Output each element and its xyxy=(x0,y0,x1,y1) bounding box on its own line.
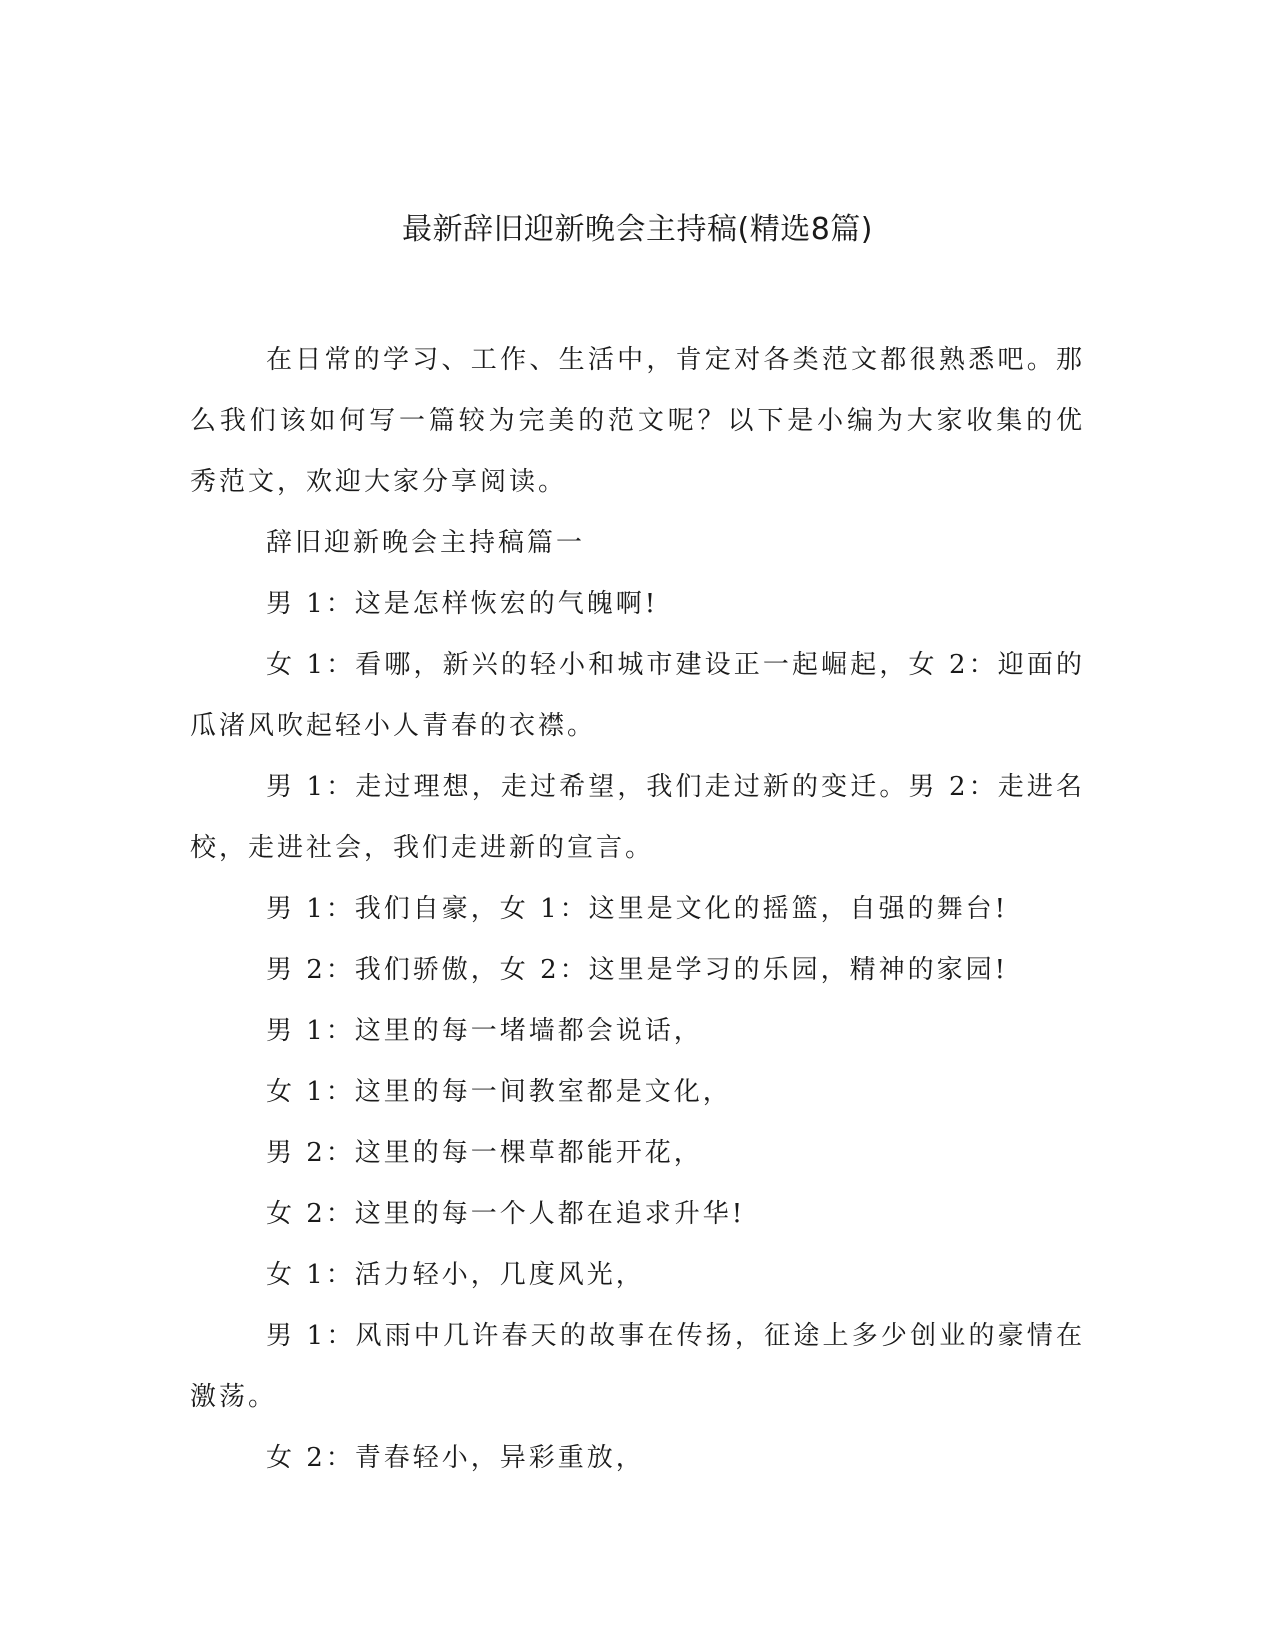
paragraph-intro: 在日常的学习、工作、生活中，肯定对各类范文都很熟悉吧。那么我们该如何写一篇较为完美的范文呢？以下是小编为大家收集的优秀范文，欢迎大家分享阅读。 xyxy=(190,345,1085,497)
paragraph: 女 2：青春轻小，异彩重放， xyxy=(266,1443,645,1473)
document-body xyxy=(190,330,1085,1489)
paragraph: 女 1：这里的每一间教室都是文化， xyxy=(266,1077,732,1107)
paragraph: 男 2：这里的每一棵草都能开花， xyxy=(266,1138,703,1168)
paragraph: 女 1：活力轻小，几度风光， xyxy=(266,1260,645,1290)
document-title: 最新辞旧迎新晚会主持稿(精选8篇) xyxy=(402,212,873,247)
section-heading: 辞旧迎新晚会主持稿篇一 xyxy=(266,528,586,558)
paragraph: 女 2：这里的每一个人都在追求升华! xyxy=(266,1199,746,1229)
paragraph: 男 2：我们骄傲，女 2：这里是学习的乐园，精神的家园! xyxy=(266,955,1009,985)
paragraph: 男 1：这是怎样恢宏的气魄啊! xyxy=(266,589,659,619)
paragraph: 男 1：走过理想，走过希望，我们走过新的变迁。男 2：走进名校，走进社会，我们走进新的宣言。 xyxy=(190,772,1085,863)
paragraph: 女 1：看哪，新兴的轻小和城市建设正一起崛起，女 2：迎面的瓜渚风吹起轻小人青春的衣襟。 xyxy=(190,650,1085,741)
paragraph: 男 1：这里的每一堵墙都会说话， xyxy=(266,1016,703,1046)
paragraph: 男 1：风雨中几许春天的故事在传扬，征途上多少创业的豪情在激荡。 xyxy=(190,1321,1085,1412)
paragraph: 男 1：我们自豪，女 1：这里是文化的摇篮，自强的舞台! xyxy=(266,894,1009,924)
